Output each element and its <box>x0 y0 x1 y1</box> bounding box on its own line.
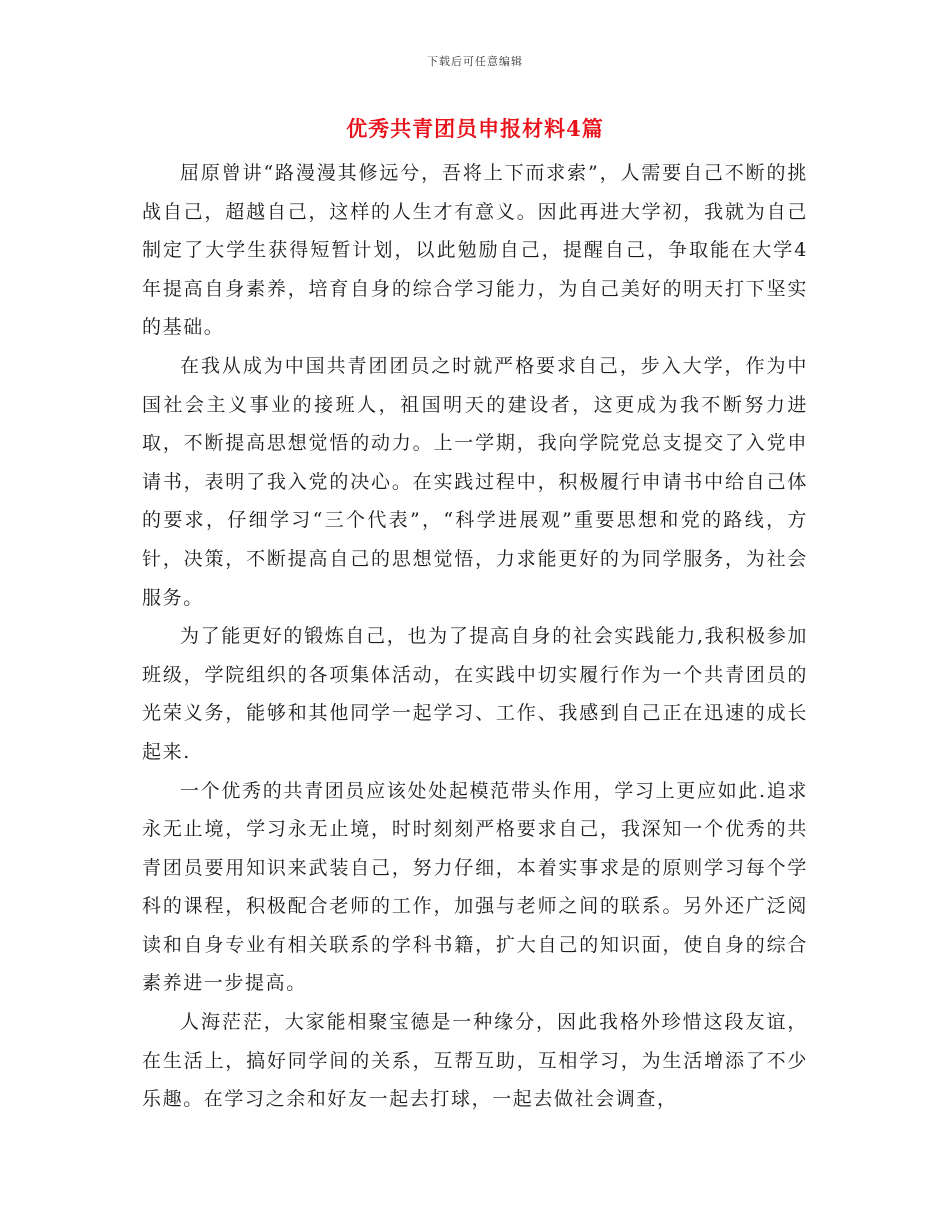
paragraph-2: 在我从成为中国共青团团员之时就严格要求自己，步入大学，作为中国社会主义事业的接班人，祖国明天的建设者，这更成为我不断努力进取，不断提高思想觉悟的动力。上一学期，我向学院党总支提交了入党申请书，表明了我入党的决心。在实践过程中，积极履行申请书中给自己体的要求，仔细学习“三个代表”，“科学进展观”重要思想和党的路线，方针，决策，不断提高自己的思想觉悟，力求能更好的为同学服务，为社会服务。 <box>142 354 808 609</box>
header-note: 下载后可任意编辑 <box>427 55 523 68</box>
paragraph-3: 为了能更好的锻炼自己，也为了提高自身的社会实践能力,我积极参加班级，学院组织的各项集体活动，在实践中切实履行作为一个共青团员的光荣义务，能够和其他同学一起学习、工作、我感到自己正在迅速的成长起来. <box>142 625 808 763</box>
document-title: 优秀共青团员申报材料4篇 <box>346 116 604 141</box>
document-body <box>142 154 808 1119</box>
paragraph-5: 人海茫茫，大家能相聚宝德是一种缘分，因此我格外珍惜这段友谊，在生活上，搞好同学间的关系，互帮互助，互相学习，为生活增添了不少乐趣。在学习之余和好友一起去打球，一起去做社会调查， <box>142 1011 808 1111</box>
paragraph-4: 一个优秀的共青团员应该处处起模范带头作用，学习上更应如此.追求永无止境，学习永无止境，时时刻刻严格要求自己，我深知一个优秀的共青团员要用知识来武装自己，努力仔细，本着实事求是的原则学习每个学科的课程，积极配合老师的工作，加强与老师之间的联系。另外还广泛阅读和自身专业有相关联系的学科书籍，扩大自己的知识面，使自身的综合素养进一步提高。 <box>142 779 808 995</box>
paragraph-1: 屈原曾讲“路漫漫其修远兮，吾将上下而求索”，人需要自己不断的挑战自己，超越自己，这样的人生才有意义。因此再进大学初，我就为自己制定了大学生获得短暂计划，以此勉励自己，提醒自己，争取能在大学4年提高自身素养，培育自身的综合学习能力，为自己美好的明天打下坚实的基础。 <box>142 162 808 339</box>
